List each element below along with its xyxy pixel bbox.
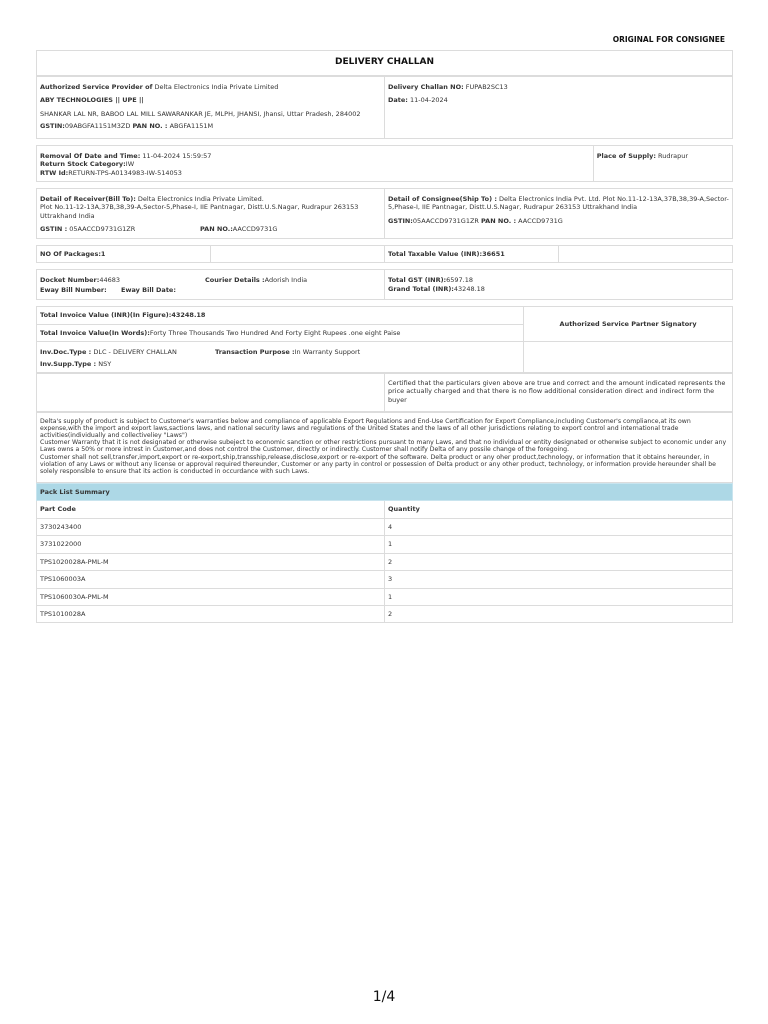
challan-no: FUPAB2SC13: [465, 82, 508, 91]
consignee-gstin: 05AACCD9731G1ZR: [412, 216, 479, 225]
col-quantity: [385, 501, 733, 518]
receiver-label: Detail of Receiver(Bill To):: [40, 195, 136, 203]
doc-type-label: Inv.Doc.Type :: [40, 348, 92, 357]
pack-list-table: [36, 483, 733, 624]
certification-cell: Certified that the particulars given above are true and correct and the amount indicated represents the price actually charged and that there is no flow additional consideration direct and indirect form the buyer: [385, 373, 733, 411]
return-category-label: Return Stock Category:: [40, 160, 126, 169]
table-row: [37, 571, 733, 588]
signatory-label: Authorized Service Partner Signatory: [559, 319, 697, 328]
copy-label: ORIGINAL FOR CONSIGNEE: [612, 35, 725, 44]
disclaimer-transfer: Customer shall not sell,transfer,import,export or re-export,ship,transship,release,disclose,export or re-export of the software. Delta product or any oher product,technology, or information that it obtains hereunder, in violation of any Laws or without any license or approval required thereunder, Customer or any party in control or possession of Delta product or any other product, technology, or information provide hereunder shall be solely responsible to ensure that its action is conducted in occurdance with such Laws.: [40, 453, 716, 475]
table-row: [37, 588, 733, 605]
totals-cell: [385, 270, 733, 300]
docket-label: Docket Number:: [40, 276, 100, 285]
supp-type-value: NSY: [98, 359, 112, 368]
eway-bill-date-label: Eway Bill Date:: [121, 285, 176, 294]
packages-table: [36, 245, 733, 263]
receiver-address: Plot No.11-12-13A,37B,38,39-A,Sector-5,Phase-I, IIE Pantnagar, Distt.U.S.Nagar, Rudrapur 263153 Uttrakhand India: [40, 203, 359, 220]
doc-type-cell: [37, 342, 524, 373]
provider-company: Delta Electronics India Private Limited: [154, 82, 279, 91]
receiver-pan-label: PAN NO.:: [200, 225, 233, 234]
provider-address: SHANKAR LAL NR, BABOO LAL MILL SAWARANKAR JE, MLPH, JHANSI, Jhansi, Uttar Pradesh, 284002: [40, 109, 361, 118]
grand-total-value: 43248.18: [453, 284, 485, 293]
parties-table: [36, 188, 733, 239]
consignee-gstin-label: GSTIN:: [388, 216, 413, 225]
part-code-cell: TPS1020028A-PML-M: [37, 553, 385, 570]
challan-cell: [385, 76, 733, 138]
taxable-value: 36651: [482, 249, 505, 258]
removal-date-label: Removal Of Date and Time:: [40, 151, 141, 160]
gst-label: Total GST (INR):: [388, 276, 447, 285]
consignee-address: Delta Electronics India Pvt. Ltd. Plot No.11-12-13A,37B,38,39-A,Sector-5,Phase-I, IIE Pantnagar, Distt.U.S.Nagar, Rudrapur 263153 Uttrakhand India: [388, 195, 729, 212]
part-code-cell: 3730243400: [37, 518, 385, 535]
pack-list-header-row: [37, 483, 733, 500]
challan-no-label: Delivery Challan NO:: [388, 82, 464, 91]
quantity-cell: 3: [385, 571, 733, 588]
courier-label: Courier Details :: [205, 276, 265, 285]
packages-label: NO Of Packages:: [40, 249, 101, 258]
consignee-cell: [385, 189, 733, 239]
table-row: [37, 536, 733, 553]
taxable-empty-cell: [559, 245, 733, 262]
receiver-gstin-label: GSTIN :: [40, 225, 68, 234]
invoice-words-label: Total Invoice Value(In Words):: [40, 328, 150, 337]
table-row: [37, 606, 733, 623]
disclaimer-warranty: Customer Warranty that it is not designated or otherwise subeject to economic sanction or other restrictions pursuant to many Laws, and that no individual or entity designated or otherwise subject to economic under any Laws owns a 50% or more intrest in Customer,and does not control the Customer, directly or indirectly. Customer shall notify Delta of any possile change of the foregoing.: [40, 439, 727, 454]
invoice-figure-cell: [37, 307, 524, 324]
packages-empty-cell: [211, 245, 385, 262]
docket-cell: [37, 270, 385, 300]
return-category: IW: [125, 160, 135, 169]
table-row: [37, 553, 733, 570]
table-row: [37, 518, 733, 535]
courier-name: Adorish India: [264, 276, 308, 285]
docket-number: 44683: [99, 276, 121, 285]
document: [36, 32, 733, 623]
packages-count: 1: [100, 249, 106, 258]
receiver-gstin: 05AACCD9731G1ZR: [69, 225, 136, 234]
col-quantity-label: Quantity: [388, 505, 420, 514]
docket-table: [36, 269, 733, 300]
invoice-figure-value: 43248.18: [171, 311, 206, 320]
provider-table: [36, 76, 733, 139]
page-number: 1/4: [372, 989, 396, 1005]
invoice-table: [36, 306, 733, 373]
consignee-label: Detail of Consignee(Ship To) :: [388, 195, 497, 203]
packages-cell: [37, 245, 211, 262]
signature-space-cell: [524, 342, 733, 373]
provider-name: ABY TECHNOLOGIES || UPE ||: [40, 96, 144, 105]
purpose-value: In Warranty Support: [294, 348, 361, 357]
pack-list-title: Pack List Summary: [37, 483, 733, 500]
supply-place: Rudrapur: [658, 151, 689, 160]
challan-date-label: Date:: [388, 96, 408, 105]
part-code-cell: 3731022000: [37, 536, 385, 553]
invoice-words-value: Forty Three Thousands Two Hundred And Forty Eight Rupees .one eight Paise: [149, 328, 401, 337]
certification-empty-cell: [37, 373, 385, 411]
consignee-pan: AACCD9731G: [518, 216, 563, 225]
doc-type-value: DLC - DELIVERY CHALLAN: [93, 348, 177, 357]
invoice-words-cell: [37, 324, 524, 341]
rtw-id-label: RTW Id:: [40, 168, 69, 177]
provider-gstin: 09ABGFA1151M3ZD: [64, 122, 131, 130]
title-table: [36, 50, 733, 76]
col-part-code-label: Part Code: [40, 505, 76, 514]
quantity-cell: 4: [385, 518, 733, 535]
provider-gstin-label: GSTIN:: [40, 122, 65, 130]
quantity-cell: 2: [385, 553, 733, 570]
removal-table: [36, 145, 733, 182]
provider-label: Authorized Service Provider of: [40, 82, 153, 91]
supp-type-label: Inv.Supp.Type :: [40, 359, 97, 368]
provider-pan-label: PAN NO. :: [132, 122, 168, 130]
signatory-cell: [524, 307, 733, 342]
col-part-code: [37, 501, 385, 518]
grand-total-label: Grand Total (INR):: [388, 284, 454, 293]
rtw-id: RETURN-TPS-A0134983-IW-514053: [68, 168, 182, 177]
receiver-name: Delta Electronics India Private Limited.: [137, 195, 264, 203]
eway-bill-number-label: Eway Bill Number:: [40, 285, 107, 294]
quantity-cell: 1: [385, 536, 733, 553]
disclaimer-export: Delta's supply of product is subject to Customer's warranties below and compliance of applicable Export Regulations and End-Use Certification for Export Compliance,including Customer's compliance,at its own expense,with the import and export laws,sactions laws, and national security laws and regulations of the United States and the laws of all other jurisdictions relating to export control and international trade activities(individually and collectiveliey "Laws"): [40, 417, 691, 440]
supply-label: Place of Supply:: [596, 151, 656, 160]
part-code-cell: TPS1060003A: [37, 571, 385, 588]
purpose-label: Transaction Purpose :: [215, 348, 295, 357]
provider-pan: ABGFA1151M: [169, 122, 214, 130]
quantity-cell: 1: [385, 588, 733, 605]
document-title: DELIVERY CHALLAN: [37, 51, 733, 76]
receiver-cell: [37, 189, 385, 239]
disclaimer-table: [36, 412, 733, 483]
disclaimer-cell: [37, 412, 733, 482]
consignee-pan-label: PAN NO. :: [481, 216, 517, 225]
challan-date: 11-04-2024: [409, 96, 448, 105]
receiver-pan: AACCD9731G: [232, 225, 278, 234]
taxable-cell: [385, 245, 559, 262]
invoice-figure-label: Total Invoice Value (INR)(In Figure):: [40, 311, 172, 320]
removal-date: 11-04-2024 15:59:57: [142, 151, 212, 160]
part-code-cell: TPS1010028A: [37, 606, 385, 623]
pack-list-columns-row: [37, 501, 733, 518]
part-code-cell: TPS1060030A-PML-M: [37, 588, 385, 605]
provider-cell: [37, 76, 385, 138]
supply-cell: [593, 145, 732, 181]
gst-value: 6597.18: [446, 276, 474, 285]
taxable-label: Total Taxable Value (INR):: [388, 249, 483, 258]
removal-cell: [37, 145, 594, 181]
quantity-cell: 2: [385, 606, 733, 623]
certification-table: [36, 373, 733, 412]
